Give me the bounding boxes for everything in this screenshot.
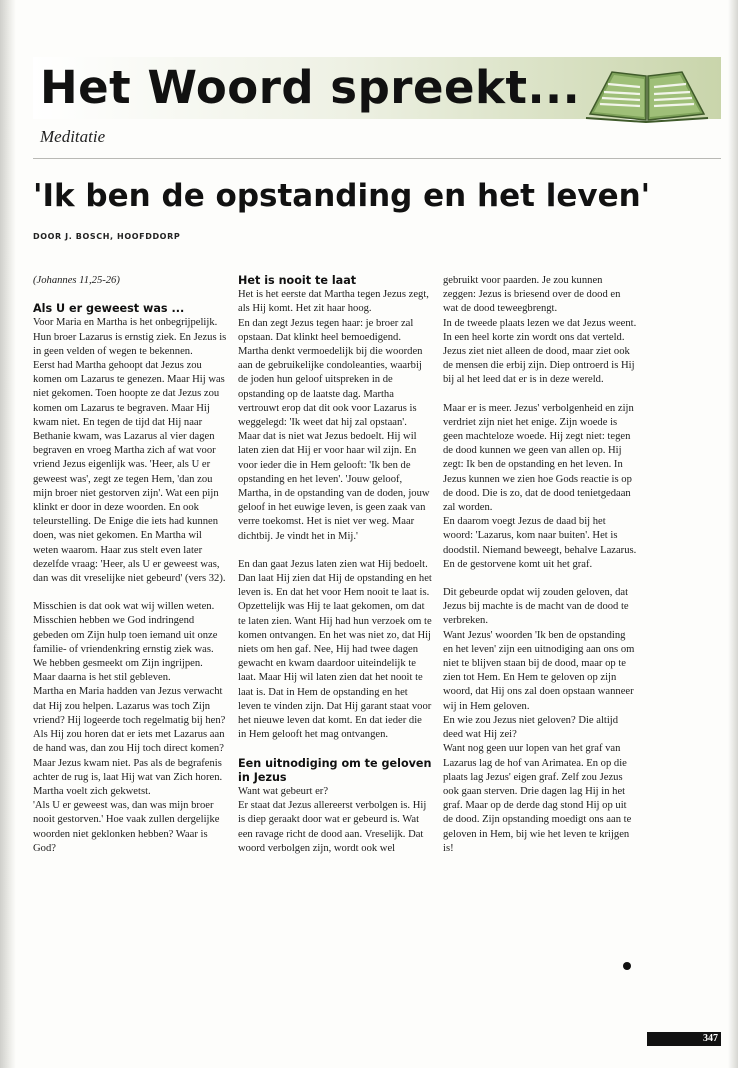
paragraph: Voor Maria en Martha is het onbegrijpelijk. — [33, 317, 218, 329]
paragraph: Hun broer Lazarus is ernstig ziek. En Jezus is in geen velden of wegen te bekennen. — [33, 331, 227, 357]
subheading: Een uitnodiging om te geloven in Jezus — [238, 756, 432, 784]
subheading: Het is nooit te laat — [238, 274, 357, 287]
text-column-1 — [33, 274, 227, 856]
paragraph: Maar dat is niet wat Jezus bedoelt. Hij wil laten zien dat Hij er voor haar wil zijn. En voor ieder die in Hem gelooft: 'Ik ben de opstanding en het leven'. 'Jouw geloof, Martha, in de opstanding van de doden, jouw geloof in het euwige leven, is geen zaak van verre toekomst. Het is niet ver weg. Maar dichtbij. Je vindt het in Mij.' — [238, 431, 430, 542]
paragraph: Maar er is meer. Jezus' verbolgenheid en zijn verdriet zijn niet het enige. Zijn woede is geen machteloze woede. Hij zegt niet: tegen de dood kunnen we geen van allen op. Hij zegt: Ik ben de opstanding en het leven. In Jezus kunnen we zien hoe Gods reactie is op de dood. Die is zo, dat de dood tenietgedaan zal worden. — [443, 402, 634, 514]
paragraph: Maar Jezus kwam niet. Pas als de begrafenis achter de rug is, laat Hij wat van Zich horen. Martha voelt zich gekwetst. — [33, 757, 223, 797]
subheading: Als U er geweest was ... — [33, 302, 185, 316]
divider — [33, 158, 721, 159]
paragraph: Opzettelijk was Hij te laat gekomen, om dat te laten zien. Want Hij had hun verzoek om te komen ontvangen. En het was niet zo, dat Hij niets om hen gaf. Nee, Hij had twee dagen gewacht en kwam daardoor uiteindelijk te laat. Maar Hij wil laten zien dat het nooit te laat is. Dat in Hem de opstanding en het leven te vinden zijn. Dat Hij garant staat voor het nieuwe leven dat komt. En dat ieder die in Hem gelooft het mag ontvangen. — [238, 601, 432, 741]
page-edge-shadow — [728, 0, 738, 1068]
paragraph: 'Als U er geweest was, dan was mijn broer nooit gestorven.' Hoe vaak zullen dergelijke woorden niet geklonken hebben? Waar is God? — [33, 800, 220, 854]
paragraph: Want wat gebeurt er? — [238, 785, 329, 797]
article-title: 'Ik ben de opstanding en het leven' — [33, 178, 651, 214]
series-title: Het Woord spreekt... — [40, 61, 581, 114]
page-number: 347 — [647, 1032, 721, 1046]
paragraph: In de tweede plaats lezen we dat Jezus weent. In een heel korte zin wordt ons dat verteld. Jezus ziet niet alleen de dood, maar ziet ook de mensen die erbij zijn. Diep ontroerd is Hij bij al het leed dat er is in deze wereld. — [443, 317, 637, 386]
text-column-3 — [443, 274, 637, 856]
paragraph: Want nog geen uur lopen van het graf van Lazarus lag de hof van Arimatea. En op die plaats lag Jezus' eigen graf. Zelf zou Jezus ook gaan sterven. Drie dagen lag Hij in het graf. Maar op de derde dag stond Hij op uit de dood. Zijn opstanding moedigt ons aan te geloven in Hem, bij wie het leven te krijgen is! — [443, 743, 632, 854]
paragraph: En dan gaat Jezus laten zien wat Hij bedoelt. Dan laat Hij zien dat Hij de opstanding en het leven is. En dat het voor Hem nooit te laat is. — [238, 558, 432, 599]
byline: DOOR J. BOSCH, HOOFDDORP — [33, 232, 181, 241]
paragraph: Misschien is dat ook wat wij willen weten. Misschien hebben we God indringend gebeden om Zijn hulp toen iemand uit onze familie- of vriendenkring ernstig ziek was. We hebben gesmeekt om Zijn ingrijpen. Maar daarna is het stil gebleven. — [33, 601, 218, 684]
paragraph: En dan zegt Jezus tegen haar: je broer zal opstaan. Dat klinkt heel bemoedigend. Martha denkt vermoedelijk bij die woorden aan de gebruikelijke condoleanties, waarbij de joden hun geloof uitspreken in de opstanding op de laatste dag. Martha vertrouwt erop dat dit ook voor Lazarus is weggelegd: 'Ik weet dat hij zal opstaan'. — [238, 317, 423, 429]
page-binding-shadow — [0, 0, 16, 1068]
end-of-article-bullet-icon — [623, 962, 631, 970]
open-book-icon — [582, 62, 712, 124]
section-label: Meditatie — [40, 127, 106, 146]
paragraph: Martha en Maria hadden van Jezus verwacht dat Hij zou helpen. Lazarus was toch Zijn vriend? Hij logeerde toch regelmatig bij hen? Als Hij zou horen dat er iets met Lazarus aan de hand was, dan zou Hij toch direct komen? — [33, 686, 226, 755]
paragraph: Er staat dat Jezus allereerst verbolgen is. Hij is diep geraakt door wat er gebeurd is. Wat een ravage richt de dood aan. Vreselijk. Dat woord verbolgen zijn, wordt ook wel — [238, 800, 427, 854]
paragraph: En wie zou Jezus niet geloven? Die altijd deed wat Hij zei? — [443, 714, 619, 741]
paragraph: Eerst had Martha gehoopt dat Jezus zou komen om Lazarus te genezen. Maar Hij was niet gekomen. Toen hoopte ze dat Jezus zou komen om Lazarus te begraven. Maar Hij kwam niet. En tegen de tijd dat Hij naar Bethanie kwam, was Lazarus al vier dagen begraven en vroeg Martha zich af wat voor vriend Jezus eigenlijk was. 'Heer, als U er geweest was', zegt ze tegen Hem, 'dan zou mijn broer niet gestorven zijn'. Wat een pijn klinkt er door in deze woorden. En ook teleurstelling. De Enige die iets had kunnen doen, was niet gekomen. En Martha wil weten waarom. Haar zus stelt even later dezelfde vraag: 'Heer, als U er geweest was, dan was dit vreselijke niet gebeurd' (vers 32). — [33, 360, 226, 585]
paragraph: Dit gebeurde opdat wij zouden geloven, dat Jezus bij machte is de macht van de dood te verbreken. — [443, 587, 629, 627]
paragraph: Het is het eerste dat Martha tegen Jezus zegt, als Hij komt. Het zit haar hoog. — [238, 289, 429, 315]
bible-reference: (Johannes 11,25-26) — [33, 275, 120, 286]
text-column-2 — [238, 274, 432, 856]
paragraph: gebruikt voor paarden. Je zou kunnen zeggen: Jezus is briesend over de dood en wat de dood teweegbrengt. — [443, 275, 621, 315]
paragraph: Want Jezus' woorden 'Ik ben de opstanding en het leven' zijn een uitnodiging aan ons om niet te blijven staan bij de dood, maar op te zien tot Hem. En Hem te geloven op zijn woord, dat Hij ons zal doen opstaan wanneer wij in Hem geloven. — [443, 629, 635, 712]
paragraph: En daarom voegt Jezus de daad bij het woord: 'Lazarus, kom naar buiten'. Het is doodstil. Niemand beweegt, behalve Lazarus. En de gestorvene komt uit het graf. — [443, 516, 637, 570]
